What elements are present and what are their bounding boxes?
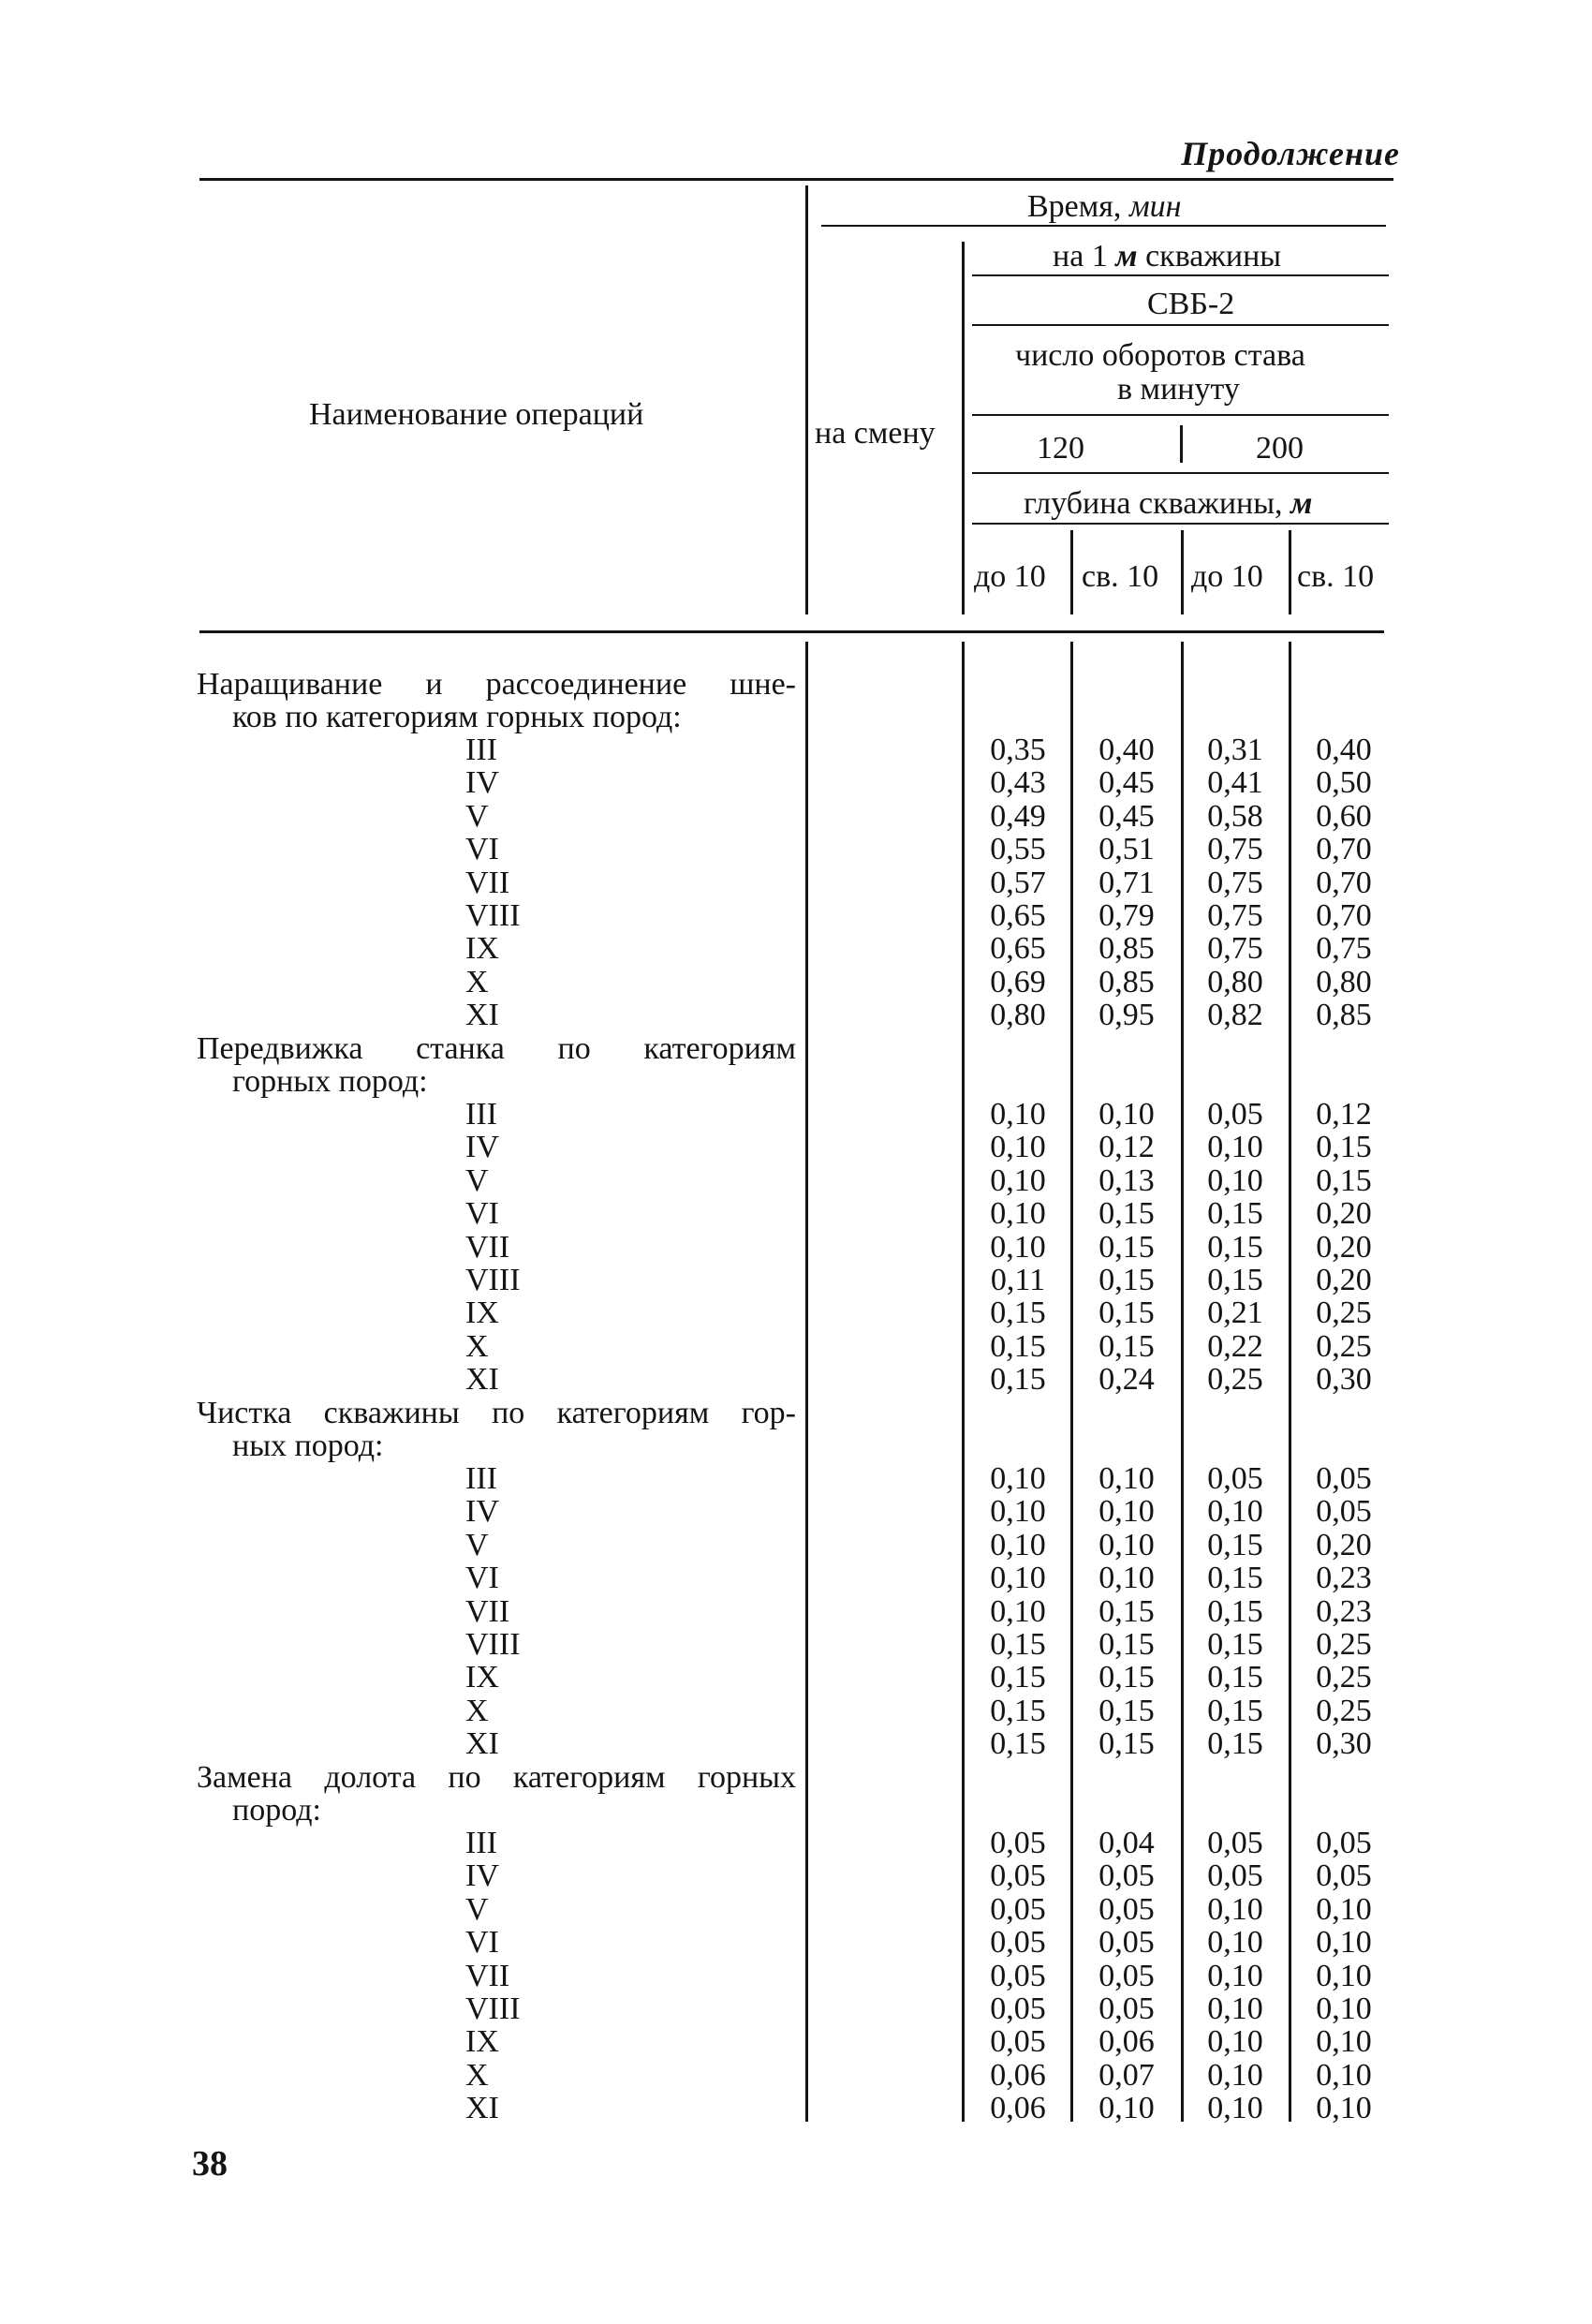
- table-cell: 0,51: [1098, 832, 1155, 867]
- rule-under-per-meter: [972, 274, 1389, 276]
- table-cell: 0,15: [1207, 1627, 1263, 1662]
- section-title: [197, 1032, 796, 1098]
- header-col-3: до 10: [1191, 559, 1263, 594]
- rock-category: XI: [465, 1726, 499, 1762]
- rock-category: VII: [465, 865, 510, 900]
- header-operations: Наименование операций: [309, 397, 644, 432]
- header-divider-shift: [962, 242, 965, 614]
- table-cell: 0,10: [990, 1229, 1046, 1265]
- table-cell: 0,10: [990, 1196, 1046, 1232]
- header-rpm-200: 200: [1256, 431, 1304, 466]
- table-cell: 0,05: [1207, 1826, 1263, 1860]
- table-cell: 0,75: [1207, 832, 1263, 867]
- rock-category: IX: [465, 1295, 499, 1331]
- table-cell: 0,80: [1207, 964, 1263, 999]
- rule-under-time: [821, 225, 1386, 227]
- table-cell: 0,15: [1316, 1130, 1372, 1165]
- header-per-meter-b: скважины: [1145, 239, 1282, 274]
- header-divider-operations: [805, 185, 808, 614]
- table-cell: 0,10: [1098, 1527, 1155, 1562]
- rock-category: VIII: [465, 1627, 521, 1662]
- table-cell: 0,15: [1098, 1726, 1155, 1762]
- header-bottom-rule: [199, 630, 1384, 633]
- table-cell: 0,20: [1316, 1196, 1372, 1232]
- table-cell: 0,12: [1098, 1130, 1155, 1165]
- table-cell: 0,49: [990, 798, 1046, 834]
- table-cell: 0,10: [990, 1097, 1046, 1132]
- table-cell: 0,15: [1098, 1660, 1155, 1695]
- table-cell: 0,25: [1316, 1627, 1372, 1662]
- rule-under-rpm: [972, 414, 1389, 416]
- rule-under-machine: [972, 324, 1389, 326]
- table-cell: 0,05: [990, 1958, 1046, 1993]
- table-cell: 0,15: [990, 1362, 1046, 1398]
- table-cell: 0,95: [1098, 998, 1155, 1033]
- table-cell: 0,69: [990, 964, 1046, 999]
- table-cell: 0,15: [1207, 1593, 1263, 1629]
- rock-category: XI: [465, 998, 499, 1033]
- rock-category: X: [465, 2057, 489, 2093]
- table-cell: 0,10: [990, 1162, 1046, 1198]
- table-cell: 0,05: [990, 1858, 1046, 1894]
- table-cell: 0,10: [1098, 1561, 1155, 1596]
- rock-category: VIII: [465, 1263, 521, 1297]
- table-cell: 0,05: [990, 1891, 1046, 1927]
- header-depth-prefix: глубина скважины,: [1024, 486, 1283, 521]
- table-cell: 0,10: [1316, 1891, 1372, 1927]
- table-cell: 0,45: [1098, 765, 1155, 801]
- table-cell: 0,10: [990, 1494, 1046, 1530]
- section-title-line1: Замена долота по категориям горных: [197, 1760, 796, 1795]
- table-cell: 0,10: [990, 1130, 1046, 1165]
- rock-category: VII: [465, 1958, 510, 1993]
- table-cell: 0,05: [1207, 1858, 1263, 1894]
- table-cell: 0,80: [990, 998, 1046, 1033]
- table-cell: 0,05: [990, 1991, 1046, 2026]
- table-cell: 0,75: [1207, 898, 1263, 933]
- table-cell: 0,10: [1207, 1162, 1263, 1198]
- rock-category: VI: [465, 1925, 499, 1961]
- header-per-meter-a: на 1: [1053, 239, 1108, 274]
- table-cell: 0,40: [1098, 733, 1155, 767]
- table-cell: 0,07: [1098, 2057, 1155, 2093]
- table-cell: 0,10: [1207, 2057, 1263, 2093]
- table-cell: 0,80: [1316, 964, 1372, 999]
- table-cell: 0,70: [1316, 865, 1372, 900]
- table-cell: 0,05: [1316, 1826, 1372, 1860]
- section-title-line1: Наращивание и рассоединение шне-: [197, 667, 796, 702]
- rock-category: VI: [465, 1561, 499, 1596]
- table-cell: 0,10: [1098, 1494, 1155, 1530]
- header-per-meter: [1053, 239, 1281, 274]
- table-cell: 0,65: [990, 931, 1046, 967]
- table-cell: 0,05: [1316, 1461, 1372, 1496]
- rock-category: VII: [465, 1229, 510, 1265]
- table-cell: 0,60: [1316, 798, 1372, 834]
- section-title-line1: Чистка скважины по категориям гор-: [197, 1396, 796, 1430]
- col-divider-2: [1181, 530, 1184, 614]
- table-cell: 0,65: [990, 898, 1046, 933]
- table-cell: 0,04: [1098, 1826, 1155, 1860]
- rule-under-depth: [972, 523, 1389, 525]
- table-cell: 0,06: [1098, 2024, 1155, 2060]
- table-cell: 0,05: [1316, 1858, 1372, 1894]
- table-cell: 0,15: [1098, 1593, 1155, 1629]
- body-divider-operations: [805, 642, 808, 2122]
- header-depth: [1024, 486, 1312, 522]
- rock-category: X: [465, 1693, 489, 1728]
- table-cell: 0,15: [1207, 1229, 1263, 1265]
- table-cell: 0,05: [1098, 1925, 1155, 1961]
- rule-under-rpm-values: [972, 472, 1389, 474]
- rock-category: III: [465, 733, 497, 767]
- table-cell: 0,75: [1207, 865, 1263, 900]
- rock-category: V: [465, 798, 489, 834]
- table-cell: 0,21: [1207, 1295, 1263, 1331]
- table-cell: 0,23: [1316, 1561, 1372, 1596]
- header-rpm-line2: в минуту: [1117, 372, 1240, 407]
- table-cell: 0,15: [990, 1726, 1046, 1762]
- rock-category: XI: [465, 2091, 499, 2126]
- table-cell: 0,85: [1098, 931, 1155, 967]
- table-cell: 0,10: [1207, 1958, 1263, 1993]
- body-divider-shift: [962, 642, 965, 2122]
- header-col-2: св. 10: [1082, 559, 1159, 594]
- table-cell: 0,15: [1207, 1660, 1263, 1695]
- col-divider-1: [1070, 530, 1073, 614]
- rock-category: IV: [465, 1494, 499, 1530]
- table-cell: 0,15: [990, 1660, 1046, 1695]
- rock-category: IV: [465, 765, 499, 801]
- table-cell: 0,15: [990, 1627, 1046, 1662]
- table-cell: 0,05: [1098, 1991, 1155, 2026]
- table-cell: 0,10: [1098, 1461, 1155, 1496]
- rock-category: VI: [465, 1196, 499, 1232]
- table-cell: 0,23: [1316, 1593, 1372, 1629]
- table-cell: 0,10: [1316, 2057, 1372, 2093]
- rock-category: V: [465, 1527, 489, 1562]
- rock-category: VII: [465, 1593, 510, 1629]
- table-cell: 0,10: [1098, 1097, 1155, 1132]
- table-cell: 0,15: [1098, 1196, 1155, 1232]
- table-cell: 0,15: [1207, 1726, 1263, 1762]
- table-cell: 0,05: [990, 1826, 1046, 1860]
- continuation-label: Продолжение: [1181, 135, 1400, 172]
- table-cell: 0,40: [1316, 733, 1372, 767]
- table-cell: 0,15: [1207, 1527, 1263, 1562]
- table-cell: 0,10: [1207, 2091, 1263, 2126]
- header-col-1: до 10: [974, 559, 1046, 594]
- table-cell: 0,06: [990, 2091, 1046, 2126]
- table-cell: 0,15: [1098, 1263, 1155, 1297]
- header-machine: СВБ-2: [1147, 287, 1235, 321]
- header-depth-unit: м: [1290, 486, 1313, 521]
- table-cell: 0,05: [990, 2024, 1046, 2060]
- rock-category: IX: [465, 1660, 499, 1695]
- table-cell: 0,13: [1098, 1162, 1155, 1198]
- table-cell: 0,10: [990, 1527, 1046, 1562]
- table-cell: 0,10: [990, 1561, 1046, 1596]
- section-title: [197, 1397, 796, 1462]
- table-cell: 0,25: [1316, 1328, 1372, 1364]
- header-col-4: св. 10: [1297, 559, 1375, 594]
- table-cell: 0,57: [990, 865, 1046, 900]
- header-rpm-line1: число оборотов става: [1015, 338, 1305, 373]
- rock-category: VIII: [465, 1991, 521, 2026]
- table-cell: 0,10: [1316, 2091, 1372, 2126]
- table-cell: 0,75: [1207, 931, 1263, 967]
- table-cell: 0,22: [1207, 1328, 1263, 1364]
- table-cell: 0,24: [1098, 1362, 1155, 1398]
- table-cell: 0,20: [1316, 1527, 1372, 1562]
- section-title-line2: горных пород:: [232, 1064, 428, 1099]
- section-title-line2: ных пород:: [232, 1428, 384, 1463]
- rock-category: VIII: [465, 898, 521, 933]
- section-title-line2: ков по категориям горных пород:: [232, 700, 682, 734]
- table-cell: 0,15: [1207, 1263, 1263, 1297]
- section-title-line2: пород:: [232, 1793, 321, 1828]
- rpm-divider: [1180, 425, 1183, 463]
- section-title: [197, 1761, 796, 1827]
- body-divider-col1: [1070, 642, 1073, 2122]
- table-cell: 0,12: [1316, 1097, 1372, 1132]
- table-cell: 0,05: [1098, 1858, 1155, 1894]
- table-cell: 0,10: [1316, 2024, 1372, 2060]
- rock-category: III: [465, 1097, 497, 1132]
- table-cell: 0,15: [1207, 1693, 1263, 1728]
- table-cell: 0,10: [1207, 2024, 1263, 2060]
- table-cell: 0,85: [1098, 964, 1155, 999]
- table-cell: 0,15: [990, 1693, 1046, 1728]
- rock-category: XI: [465, 1362, 499, 1398]
- table-cell: 0,05: [1316, 1494, 1372, 1530]
- table-cell: 0,10: [1207, 1494, 1263, 1530]
- col-divider-3: [1289, 530, 1291, 614]
- section-title-line1: Передвижка станка по категориям: [197, 1031, 796, 1066]
- table-cell: 0,25: [1316, 1295, 1372, 1331]
- rock-category: III: [465, 1826, 497, 1860]
- table-cell: 0,10: [1207, 1891, 1263, 1927]
- header-per-meter-unit: м: [1115, 239, 1138, 274]
- header-per-shift: на смену: [815, 416, 936, 451]
- table-cell: 0,15: [1098, 1693, 1155, 1728]
- header-time: [1027, 189, 1182, 225]
- rock-category: IV: [465, 1130, 499, 1165]
- header-time-unit: мин: [1128, 189, 1182, 224]
- table-cell: 0,70: [1316, 898, 1372, 933]
- table-cell: 0,25: [1207, 1362, 1263, 1398]
- header-top-rule: [199, 178, 1393, 181]
- table-cell: 0,30: [1316, 1362, 1372, 1398]
- table-cell: 0,11: [990, 1263, 1046, 1297]
- table-cell: 0,10: [1207, 1925, 1263, 1961]
- table-cell: 0,10: [990, 1593, 1046, 1629]
- table-cell: 0,41: [1207, 765, 1263, 801]
- table-cell: 0,25: [1316, 1693, 1372, 1728]
- table-cell: 0,05: [1098, 1958, 1155, 1993]
- rock-category: IX: [465, 2024, 499, 2060]
- rock-category: IV: [465, 1858, 499, 1894]
- rock-category: III: [465, 1461, 497, 1496]
- table-cell: 0,06: [990, 2057, 1046, 2093]
- rock-category: V: [465, 1891, 489, 1927]
- table-cell: 0,70: [1316, 832, 1372, 867]
- table-cell: 0,75: [1316, 931, 1372, 967]
- table-cell: 0,50: [1316, 765, 1372, 801]
- table-cell: 0,82: [1207, 998, 1263, 1033]
- table-cell: 0,15: [1098, 1295, 1155, 1331]
- table-cell: 0,10: [1098, 2091, 1155, 2126]
- table-cell: 0,15: [1207, 1196, 1263, 1232]
- table-cell: 0,15: [1316, 1162, 1372, 1198]
- table-cell: 0,05: [1207, 1097, 1263, 1132]
- table-cell: 0,35: [990, 733, 1046, 767]
- table-cell: 0,10: [1316, 1925, 1372, 1961]
- table-cell: 0,15: [990, 1328, 1046, 1364]
- table-cell: 0,15: [1098, 1627, 1155, 1662]
- rock-category: X: [465, 1328, 489, 1364]
- rock-category: X: [465, 964, 489, 999]
- table-cell: 0,20: [1316, 1229, 1372, 1265]
- table-cell: 0,55: [990, 832, 1046, 867]
- table-cell: 0,31: [1207, 733, 1263, 767]
- body-divider-col3: [1289, 642, 1291, 2122]
- table-cell: 0,10: [1207, 1991, 1263, 2026]
- table-cell: 0,45: [1098, 798, 1155, 834]
- table-cell: 0,05: [1098, 1891, 1155, 1927]
- table-cell: 0,20: [1316, 1263, 1372, 1297]
- table-cell: 0,58: [1207, 798, 1263, 834]
- table-cell: 0,15: [1098, 1229, 1155, 1265]
- rock-category: VI: [465, 832, 499, 867]
- table-cell: 0,43: [990, 765, 1046, 801]
- table-cell: 0,15: [1207, 1561, 1263, 1596]
- table-cell: 0,10: [1207, 1130, 1263, 1165]
- header-rpm-120: 120: [1037, 431, 1084, 466]
- rock-category: V: [465, 1162, 489, 1198]
- table-cell: 0,71: [1098, 865, 1155, 900]
- table-cell: 0,85: [1316, 998, 1372, 1033]
- table-cell: 0,25: [1316, 1660, 1372, 1695]
- table-cell: 0,10: [990, 1461, 1046, 1496]
- table-cell: 0,30: [1316, 1726, 1372, 1762]
- table-cell: 0,15: [990, 1295, 1046, 1331]
- table-cell: 0,15: [1098, 1328, 1155, 1364]
- rock-category: IX: [465, 931, 499, 967]
- table-cell: 0,10: [1316, 1958, 1372, 1993]
- table-cell: 0,05: [1207, 1461, 1263, 1496]
- page-number: 38: [192, 2144, 228, 2183]
- header-time-prefix: Время,: [1027, 189, 1122, 224]
- table-cell: 0,79: [1098, 898, 1155, 933]
- section-title: [197, 668, 796, 733]
- table-cell: 0,10: [1316, 1991, 1372, 2026]
- table-cell: 0,05: [990, 1925, 1046, 1961]
